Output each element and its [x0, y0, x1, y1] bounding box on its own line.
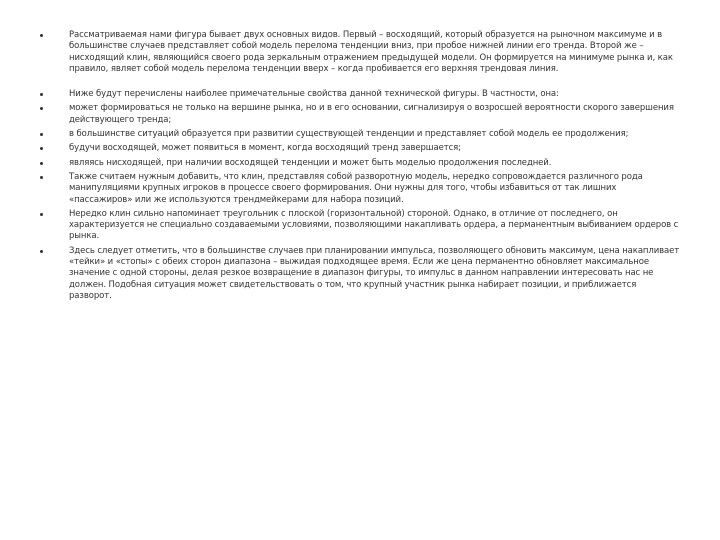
list-item — [40, 172, 680, 206]
bullet-icon — [40, 34, 43, 37]
list-item — [40, 246, 680, 302]
bullet-icon — [40, 133, 43, 136]
list-item-text: будучи восходящей, может появиться в момент, когда восходящий тренд завершается; — [69, 143, 461, 154]
list-item-text: Ниже будут перечислены наиболее примечательные свойства данной технической фигуры. В частности, она: — [69, 89, 559, 100]
bullet-list — [40, 30, 680, 302]
list-item-text: Нередко клин сильно напоминает треугольник с плоской (горизонтальной) стороной. Однако, в отличие от последнего, он характеризуется не специально создаваемыми условиями, позволяющими накапливать ордера, а перманентным выбиванием ордеров с рынка. — [69, 208, 679, 242]
list-item — [40, 143, 680, 154]
list-item-text: может формироваться не только на вершине рынка, но и в его основании, сигнализируя о возросшей вероятности скорого завершения действующего тренда; — [69, 103, 674, 125]
list-item — [40, 103, 680, 126]
list-item-text: являясь нисходящей, при наличии восходящей тенденции и может быть моделью продолжения последней. — [69, 157, 552, 168]
list-item — [40, 129, 680, 140]
bullet-icon — [40, 147, 43, 150]
list-item — [40, 158, 680, 169]
bullet-icon — [40, 250, 43, 253]
list-item-text: в большинстве ситуаций образуется при развитии существующей тенденции и представляет собой модель ее продолжения; — [69, 129, 629, 140]
list-item-text: Также считаем нужным добавить, что клин, представляя собой разворотную модель, нередко сопровождается различного рода манипуляциями крупных игроков в процессе своего формирования. Они нужны для того, чтобы избавиться от так лишних «пассажиров» или же используются трендмейкерами для набора позиций. — [69, 171, 643, 205]
list-item-text: Здесь следует отметить, что в большинстве случаев при планировании импульса, позволяющего обновить максимум, цена накапливает «тейки» и «стопы» с обеих сторон диапазона – выжидая подходящее время. Если же цена перманентно обновляет максимальное значение с одной стороны, делая резкое возвращение в диапазон фигуры, то импульс в данном направлении интересовать нас не должен. Подобная ситуация может свидетельствовать о том, что крупный участник рынка набирает позиции, и приближается разворот. — [69, 245, 680, 301]
list-item-text: Рассматриваемая нами фигура бывает двух основных видов. Первый – восходящий, который образуется на рыночном максимуме и в большинстве случаев представляет собой модель перелома тенденции вниз, при пробое нижней линии его тренда. Второй же – нисходящий клин, являющийся своего рода зеркальным отражением предыдущей модели. Он формируется на минимуме рынка и, как правило, являет собой модель перелома тенденции вверх – когда пробивается его верхняя трендовая линия. — [69, 30, 673, 74]
bullet-icon — [40, 107, 43, 110]
list-item — [40, 30, 680, 75]
bullet-icon — [40, 162, 43, 165]
bullet-icon — [40, 93, 43, 96]
list-item — [40, 209, 680, 243]
list-item — [40, 89, 680, 100]
bullet-icon — [40, 213, 43, 216]
bullet-icon — [40, 176, 43, 179]
